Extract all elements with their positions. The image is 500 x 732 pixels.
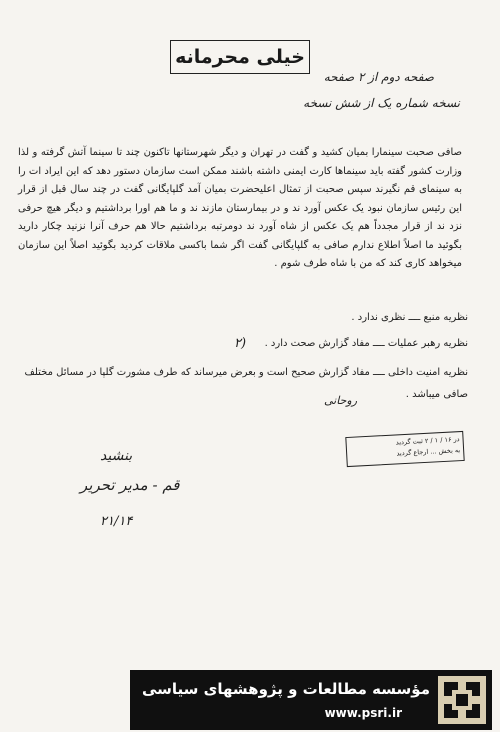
internal-security-opinion: نظریه امنیت داخلی ــــ مفاد گزارش صحیح است و بعرض میرساند که طرف مشورت گلپا در مسائل مختلف صافی میباشد . [24, 367, 468, 400]
institute-banner [130, 670, 492, 730]
institute-url: www.psri.ir [324, 706, 402, 720]
initials-handwritten: روحانی [324, 394, 358, 407]
institute-emblem-icon [438, 676, 486, 724]
signature-date: ۲۱/۱۴ [100, 514, 133, 529]
copy-number-note: نسخه شماره یک از شش نسخه [303, 96, 460, 110]
classification-stamp [170, 40, 310, 74]
page-number-note: صفحه دوم از ۲ صفحه [323, 70, 434, 84]
registration-line-2: به بخش ... ارجاع گردید [396, 446, 461, 458]
signature-line-2: قم - مدیر تحریر [80, 476, 180, 494]
institute-name: مؤسسه مطالعات و پژوهشهای سیاسی [141, 680, 430, 698]
registration-stamp [345, 431, 464, 467]
report-body [18, 144, 462, 274]
source-opinion: نظریه منبع ــــ نظری ندارد . [351, 312, 468, 323]
opinions-section [24, 312, 468, 422]
classification-text: خیلی محرمانه [175, 46, 305, 68]
signature-line-1: بنشید [100, 448, 133, 464]
ops-chief-opinion: نظریه رهبر عملیات ــــ مفاد گزارش صحت دارد . [264, 338, 468, 349]
report-paragraph: صافی صحبت سینمارا بمیان کشید و گفت در تهران و دیگر شهرستانها تاکنون چند تا سینما آتش گرفته و لذا وزارت کشور گفته باید سینماها کارت ایمنی داشته باشند ممکن است سازمان دستور دهد که این ایراد ات را به سینمای قم نگیرند سپس صحبت از تمثال اعلیحضرت بمیان آمد گلپایگانی گفت در چند سال قبل از قرار این رئیس سازمان نبود یک عکس آورد ند و در بیمارستان مازند ند و ما هم اورا برداشتیم و دیگر هیچ حرفی نزد ند از قرار مجدداً هم یک عکس از شاه آورد ند دومرتبه برداشتیم حالا هم حرف آنرا نزنید چکار دارید بگوئید ما اصلاً اطلاع ندارم صافی به گلپایگانی گفت اگر شما باکسی ملاقات کردید بگوئید اصلاً این سازمان میخواهد کاری کند که من با شاه طرف شوم . [18, 147, 462, 269]
registration-line-1: در ۱۶ / ۱ / ۲ ثبت گردید [395, 435, 460, 447]
signature-block [60, 448, 200, 568]
ops-chief-mark: (۲ [234, 336, 247, 351]
